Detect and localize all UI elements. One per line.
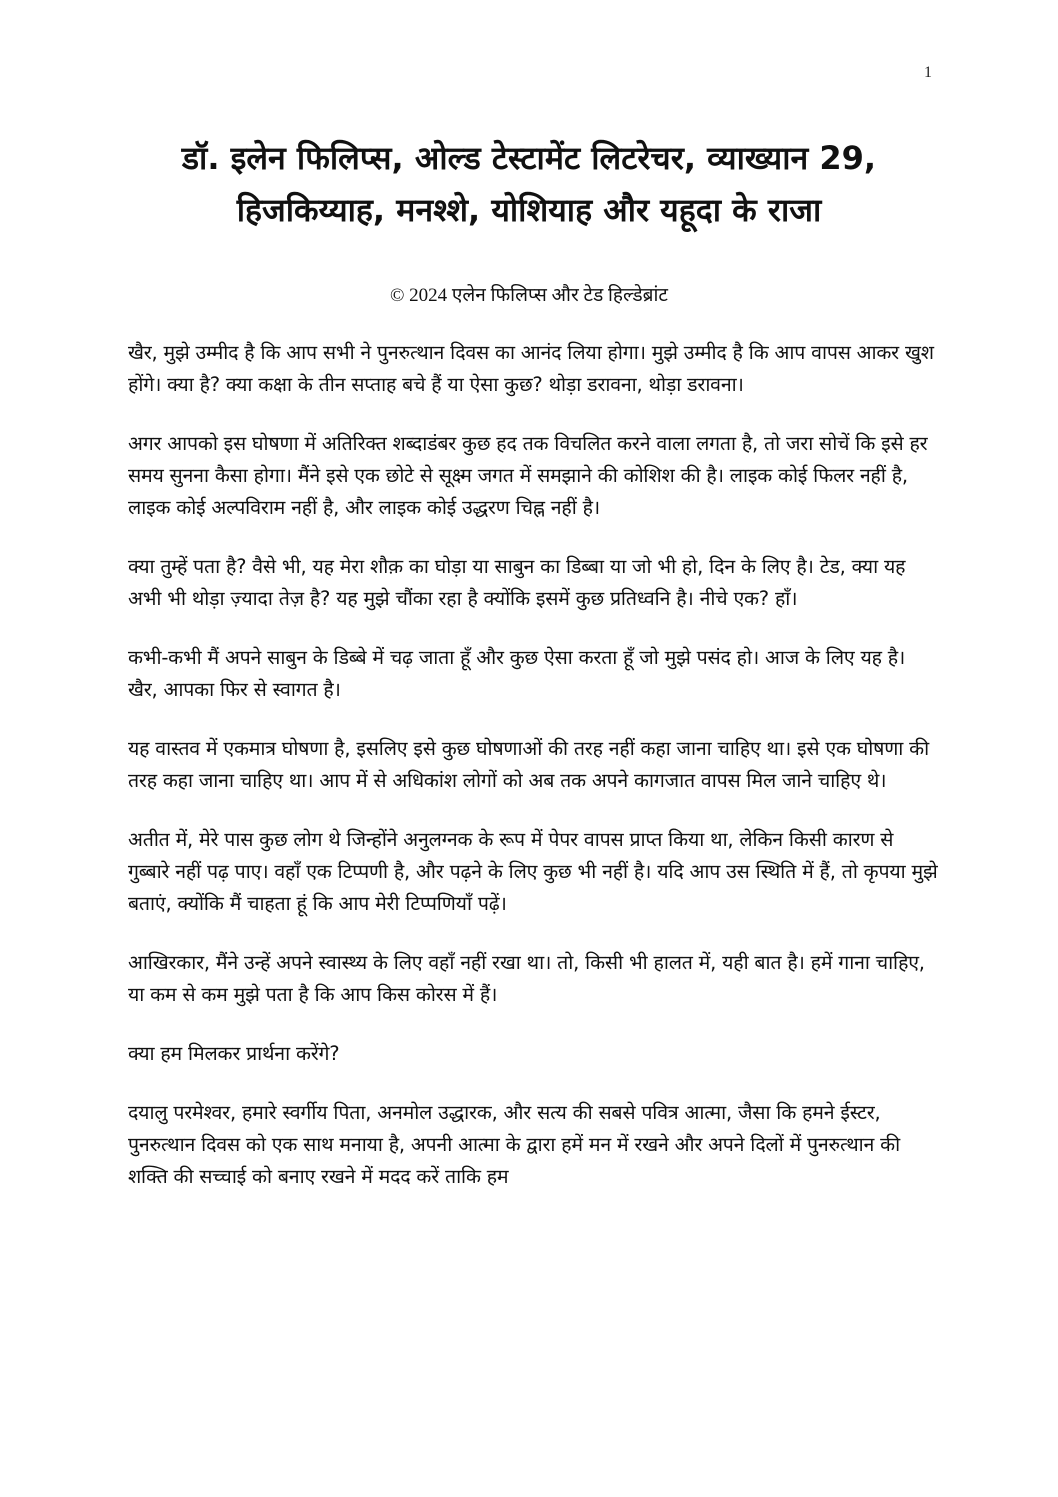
paragraph-6: अतीत में, मेरे पास कुछ लोग थे जिन्होंने अनुलग्नक के रूप में पेपर वापस प्राप्त किया था, लेकिन किसी कारण से गुब्बारे नहीं पढ़ पाए। वहाँ एक टिप्पणी है, और पढ़ने के लिए कुछ भी नहीं है। यदि आप उस स्थिति में हैं, तो कृपया मुझे बताएं, क्योंकि मैं चाहता हूं कि आप मेरी टिप्पणियाँ पढ़ें। [128,828,938,915]
paragraph-5: यह वास्तव में एकमात्र घोषणा है, इसलिए इसे कुछ घोषणाओं की तरह नहीं कहा जाना चाहिए था। इसे एक घोषणा की तरह कहा जाना चाहिए था। आप में से अधिकांश लोगों को अब तक अपने कागजात वापस मिल जाने चाहिए थे। [128,737,929,792]
document-body [128,337,940,1220]
paragraph-2: अगर आपको इस घोषणा में अतिरिक्त शब्दाडंबर कुछ हद तक विचलित करने वाला लगता है, तो जरा सोचें कि इसे हर समय सुनना कैसा होगा। मैंने इसे एक छोटे से सूक्ष्म जगत में समझाने की कोशिश की है। लाइक कोई फिलर नहीं है, लाइक कोई अल्पविराम नहीं है, और लाइक कोई उद्धरण चिह्न नहीं है। [128,432,928,519]
paragraph-8: क्या हम मिलकर प्रार्थना करेंगे? [128,1042,340,1065]
page-number: 1 [924,64,932,81]
document-title: डॉ. इलेन फिलिप्स, ओल्ड टेस्टामेंट लिटरेचर, व्याख्यान 29, हिजकिय्याह, मनश्शे, योशियाह और यहूदा के राजा [181,139,877,229]
copyright-line: © 2024 एलेन फिलिप्स और टेड हिल्डेब्रांट [389,285,669,306]
paragraph-3: क्या तुम्हें पता है? वैसे भी, यह मेरा शौक़ का घोड़ा या साबुन का डिब्बा या जो भी हो, दिन के लिए है। टेड, क्या यह अभी भी थोड़ा ज़्यादा तेज़ है? यह मुझे चौंका रहा है क्योंकि इसमें कुछ प्रतिध्वनि है। नीचे एक? हाँ। [128,555,906,610]
paragraph-7: आखिरकार, मैंने उन्हें अपने स्वास्थ्य के लिए वहाँ नहीं रखा था। तो, किसी भी हालत में, यही बात है। हमें गाना चाहिए, या कम से कम मुझे पता है कि आप किस कोरस में हैं। [128,951,925,1006]
paragraph-4: कभी-कभी मैं अपने साबुन के डिब्बे में चढ़ जाता हूँ और कुछ ऐसा करता हूँ जो मुझे पसंद हो। आज के लिए यह है। खैर, आपका फिर से स्वागत है। [128,646,906,701]
paragraph-9: दयालु परमेश्वर, हमारे स्वर्गीय पिता, अनमोल उद्धारक, और सत्य की सबसे पवित्र आत्मा, जैसा कि हमने ईस्टर, पुनरुत्थान दिवस को एक साथ मनाया है, अपनी आत्मा के द्वारा हमें मन में रखने और अपने दिलों में पुनरुत्थान की शक्ति की सच्चाई को बनाए रखने में मदद करें ताकि हम [128,1101,900,1188]
paragraph-1: खैर, मुझे उम्मीद है कि आप सभी ने पुनरुत्थान दिवस का आनंद लिया होगा। मुझे उम्मीद है कि आप वापस आकर खुश होंगे। क्या है? क्या कक्षा के तीन सप्ताह बचे हैं या ऐसा कुछ? थोड़ा डरावना, थोड़ा डरावना। [128,341,934,396]
